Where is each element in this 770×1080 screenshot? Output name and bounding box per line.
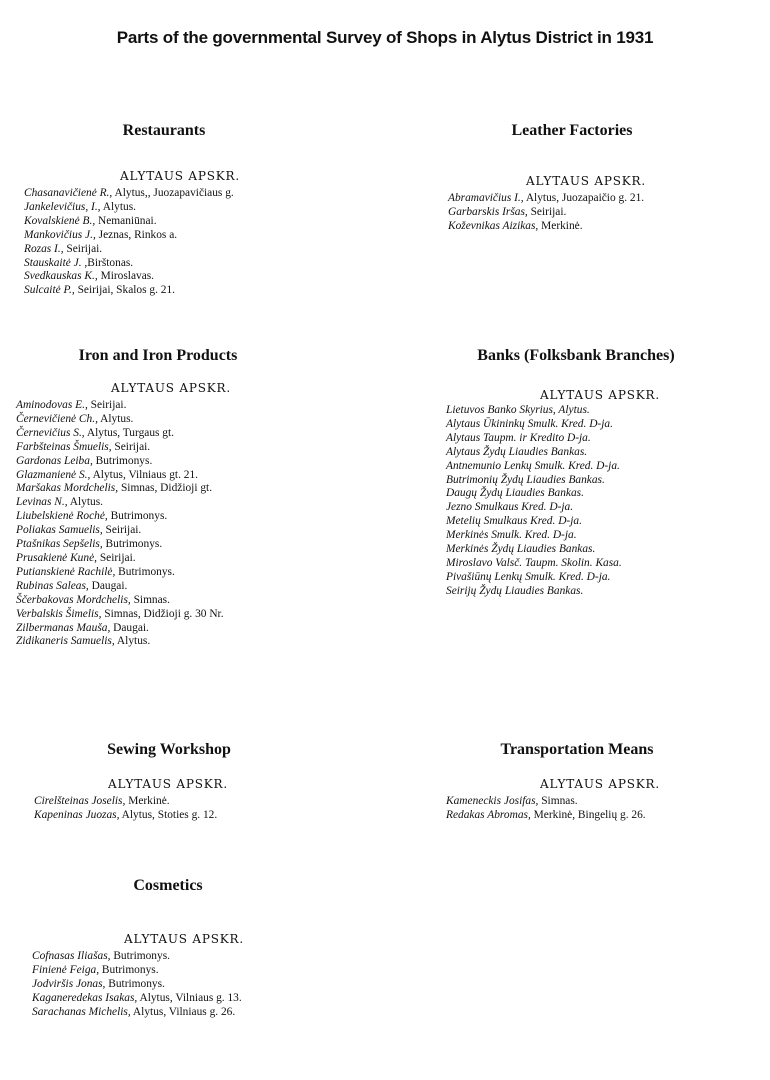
- entry-name: Ptašnikas Sepšelis,: [16, 538, 103, 551]
- entry-name: Cofnasas Iliašas,: [32, 950, 111, 962]
- list-item: Daugų Žydų Liaudies Bankas.: [446, 487, 584, 500]
- list-item: Butrimonių Žydų Liaudies Bankas.: [446, 473, 605, 486]
- entry-location: Butrimonys.: [105, 977, 165, 990]
- list-item: Alytaus Žydų Liaudies Bankas.: [446, 445, 588, 458]
- entry-location: Simnas, Didžioji g. 30 Nr.: [101, 607, 224, 620]
- entry-location: Alytus, Vilniaus g. 13.: [137, 991, 242, 1004]
- entry-name: Kapeninas Juozas,: [34, 808, 120, 821]
- list-item: [24, 187, 234, 201]
- list-item: [32, 964, 242, 978]
- list-item: [24, 229, 234, 243]
- list-item: [16, 496, 224, 510]
- list-item: [24, 201, 234, 215]
- entry-name: Koževnikas Aizikas,: [448, 219, 539, 232]
- list-item: [16, 635, 224, 649]
- entry-location: Seirijai.: [102, 524, 142, 537]
- list-item: [32, 950, 242, 964]
- list-item: Lietuvos Banko Skyrius, Alytus.: [446, 404, 590, 416]
- list-item: [34, 795, 217, 809]
- entry-name: Svedkauskas K.,: [24, 270, 98, 283]
- entry-name: Verbalskis Šimelis,: [16, 607, 102, 620]
- entry-name: Prusakienė Kunė,: [16, 551, 97, 564]
- entry-name: Garbarskis Iršas,: [448, 205, 528, 218]
- section-subheading: ALYTAUS APSKR.: [540, 388, 660, 402]
- page-title: Parts of the governmental Survey of Shops in Alytus District in 1931: [116, 28, 654, 47]
- entry-name: Kameneckis Josifas,: [446, 795, 539, 807]
- list-item: [16, 566, 224, 580]
- list-item: Jezno Smulkaus Kred. D-ja.: [446, 501, 574, 514]
- list-item: [16, 608, 224, 622]
- entry-name: Zilbermanas Mauša,: [16, 621, 111, 634]
- entry-name: Sulcaitė P.,: [24, 284, 75, 297]
- entry-name: Rubinas Saleas,: [16, 579, 89, 592]
- entry-name: Rozas I.,: [24, 242, 64, 255]
- list-item: Antnemunio Lenkų Smulk. Kred. D-ja.: [446, 459, 620, 472]
- entry-location: Merkinė.: [125, 795, 170, 807]
- entry-location: Alytus, Juozapaičio g. 21.: [523, 192, 645, 204]
- list-item: [448, 220, 644, 234]
- list-item: [16, 622, 224, 636]
- entry-location: Butrimonys.: [110, 950, 170, 962]
- entry-location: Alytus, Vilniaus g. 26.: [130, 1005, 236, 1018]
- section-heading: Leather Factories: [511, 122, 633, 139]
- entry-location: Alytus,, Juozapavičiaus g.: [112, 187, 234, 199]
- section-subheading: ALYTAUS APSKR.: [124, 932, 244, 946]
- entry-location: Alytus, Stoties g. 12.: [119, 808, 218, 821]
- entry-list: [448, 192, 644, 234]
- entry-name: Abramavičius I.,: [448, 192, 524, 204]
- entry-name: Gardonas Leiba,: [16, 454, 93, 467]
- section-heading: Sewing Workshop: [107, 741, 231, 758]
- entry-name: Ščerbakovas Mordchelis,: [16, 593, 131, 606]
- list-item: [34, 809, 217, 823]
- list-item: Pivašiūnų Lenkų Smulk. Kred. D-ja.: [446, 570, 611, 583]
- entry-location: Seirijai.: [87, 399, 127, 411]
- list-item: [16, 524, 224, 538]
- entry-location: Alytus.: [114, 635, 151, 648]
- entry-location: Butrimonys.: [102, 538, 163, 551]
- section-heading: Restaurants: [122, 122, 206, 139]
- entry-name: Liubelskienė Rochė,: [16, 510, 108, 523]
- entry-location: Daugai.: [110, 621, 149, 634]
- entry-location: Seirijai, Skalos g. 21.: [74, 284, 176, 297]
- entry-name: Levinas N.,: [16, 496, 68, 509]
- list-item: [16, 594, 224, 608]
- entry-name: Maršakas Mordchelis,: [16, 482, 119, 495]
- list-item: Seirijų Žydų Liaudies Bankas.: [446, 584, 584, 597]
- entry-location: Butrimonys.: [107, 510, 168, 523]
- entry-location: Seirijai.: [63, 242, 103, 255]
- entry-location: Simnas.: [538, 795, 578, 807]
- list-item: [24, 284, 234, 298]
- list-item: Metelių Smulkaus Kred. D-ja.: [446, 515, 582, 528]
- entry-location: Butrimonys.: [115, 565, 175, 578]
- entry-name: Zidikaneris Samuelis,: [16, 635, 115, 648]
- list-item: [448, 206, 644, 220]
- list-item: Miroslavo Valsč. Taupm. Skolin. Kasa.: [446, 556, 622, 569]
- entry-name: Poliakas Samuelis,: [16, 524, 103, 537]
- entry-list: [446, 404, 622, 599]
- entry-name: Cirelšteinas Joselis,: [34, 795, 126, 807]
- entry-location: Alytus, Vilniaus gt. 21.: [90, 468, 199, 481]
- section-heading: Banks (Folksbank Branches): [477, 347, 675, 364]
- section-subheading: ALYTAUS APSKR.: [111, 381, 231, 395]
- list-item: Merkinės Žydų Liaudies Bankas.: [446, 543, 596, 556]
- entry-location: Alytus.: [67, 496, 104, 509]
- section-heading: Iron and Iron Products: [78, 347, 238, 364]
- entry-name: Redakas Abromas,: [446, 808, 531, 821]
- section-heading: Transportation Means: [500, 741, 654, 758]
- entry-location: Merkinė, Bingelių g. 26.: [530, 808, 646, 821]
- list-item: [24, 243, 234, 257]
- entry-name: Kaganeredekas Isakas,: [32, 991, 138, 1004]
- list-item: [32, 978, 242, 992]
- entry-name: Chasanavičienė R.,: [24, 187, 113, 199]
- entry-location: Butrimonys.: [92, 454, 153, 467]
- entry-list: [446, 795, 646, 823]
- section-subheading: ALYTAUS APSKR.: [526, 174, 646, 188]
- entry-location: Daugai.: [88, 579, 128, 592]
- entry-name: Stauskaitė J.: [24, 256, 82, 269]
- list-item: [16, 552, 224, 566]
- entry-location: Simnas.: [130, 593, 170, 606]
- entry-location: Jeznas, Rinkos a.: [95, 228, 178, 241]
- list-item: [16, 441, 224, 455]
- section-subheading: ALYTAUS APSKR.: [108, 777, 228, 791]
- list-item: [446, 795, 646, 809]
- list-item: Alytaus Ūkininkų Smulk. Kred. D-ja.: [446, 417, 613, 430]
- list-item: [448, 192, 644, 206]
- list-item: [24, 270, 234, 284]
- section-subheading: ALYTAUS APSKR.: [540, 777, 660, 791]
- list-item: [16, 538, 224, 552]
- entry-location: Miroslavas.: [97, 270, 155, 283]
- list-item: [16, 427, 224, 441]
- list-item: [16, 580, 224, 594]
- entry-location: Alytus.: [100, 200, 136, 213]
- list-item: [32, 1006, 242, 1020]
- list-item: Alytaus Taupm. ir Kredito D-ja.: [446, 431, 591, 444]
- list-item: [32, 992, 242, 1006]
- list-item: [446, 809, 646, 823]
- entry-location: ,Birštonas.: [81, 256, 134, 269]
- entry-location: Simnas, Didžioji gt.: [118, 482, 213, 495]
- entry-name: Jodviršis Jonas,: [32, 977, 106, 990]
- entry-location: Alytus, Turgaus gt.: [84, 426, 175, 439]
- list-item: [16, 399, 224, 413]
- entry-location: Nemaniūnai.: [95, 214, 157, 227]
- entry-name: Černevičius S.,: [16, 426, 85, 439]
- section-subheading: ALYTAUS APSKR.: [120, 169, 240, 183]
- entry-location: Alytus.: [97, 412, 134, 425]
- entry-name: Putianskienė Rachilė,: [16, 565, 116, 578]
- entry-name: Mankovičius J.,: [24, 228, 96, 241]
- list-item: [16, 510, 224, 524]
- entry-name: Černevičienė Ch.,: [16, 412, 98, 425]
- entry-location: Seirijai.: [96, 551, 136, 564]
- entry-location: Butrimonys.: [99, 963, 159, 976]
- list-item: [16, 482, 224, 496]
- entry-name: Kovalskienė B.,: [24, 214, 96, 227]
- entry-list: [32, 950, 242, 1020]
- entry-location: Merkinė.: [538, 219, 583, 232]
- entry-name: Farbšteinas Šmuelis,: [16, 440, 112, 453]
- entry-name: Finienė Feiga,: [32, 963, 100, 976]
- entry-list: [16, 399, 224, 649]
- list-item: [24, 215, 234, 229]
- list-item: [24, 257, 234, 271]
- entry-location: Seirijai.: [111, 440, 151, 453]
- list-item: [16, 469, 224, 483]
- entry-name: Aminodovas E.,: [16, 399, 88, 411]
- entry-name: Glazmanienė S.,: [16, 468, 91, 481]
- entry-list: [24, 187, 234, 298]
- entry-name: Jankelevičius, I.,: [24, 200, 101, 213]
- entry-location: Seirijai.: [527, 205, 567, 218]
- list-item: [16, 455, 224, 469]
- list-item: Merkinės Smulk. Kred. D-ja.: [446, 529, 577, 542]
- entry-name: Sarachanas Michelis,: [32, 1005, 131, 1018]
- list-item: [16, 413, 224, 427]
- entry-list: [34, 795, 217, 823]
- section-heading: Cosmetics: [133, 877, 203, 894]
